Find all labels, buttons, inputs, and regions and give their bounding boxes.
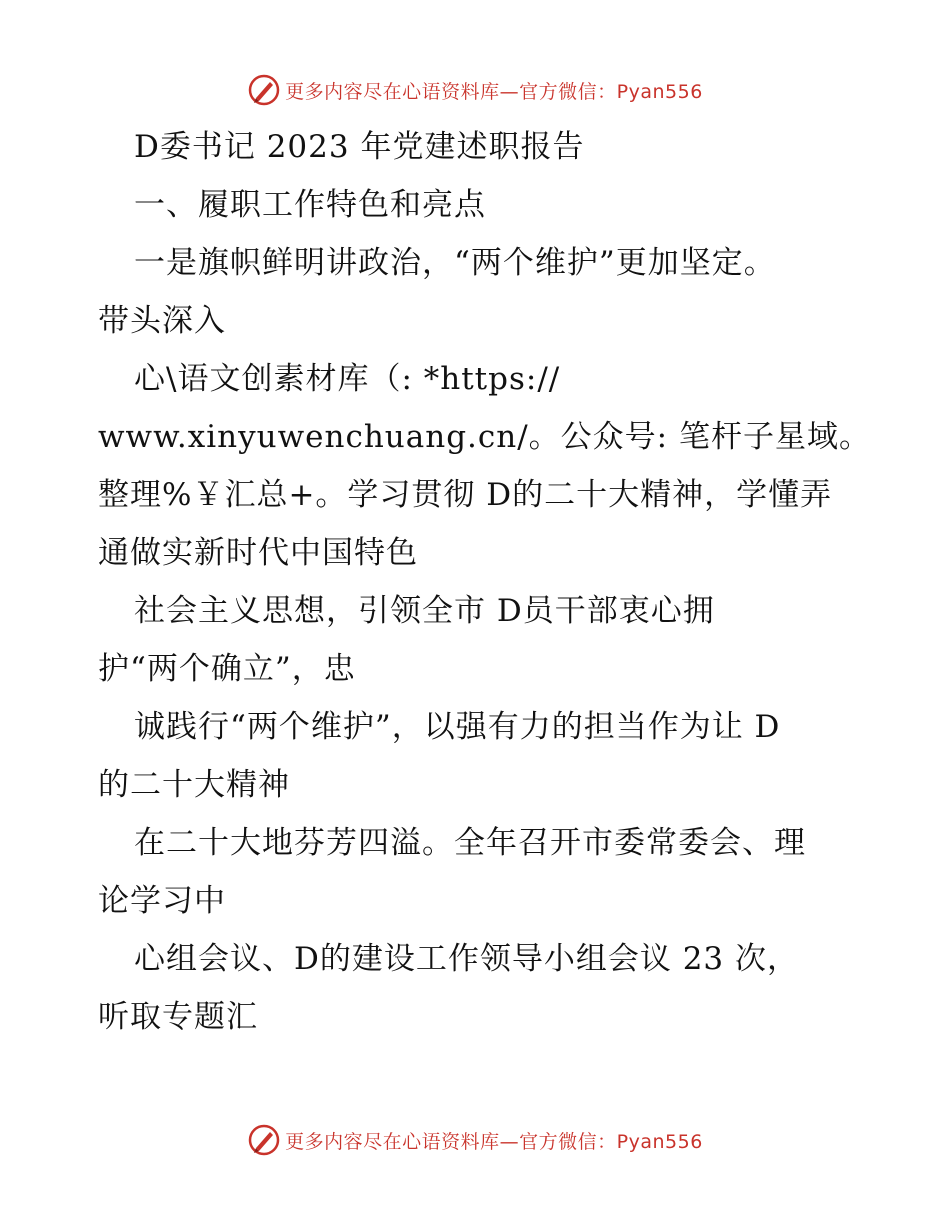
- paragraph-line: 社会主义思想，引领全市 D员干部衷心拥: [134, 593, 715, 629]
- paragraph-line: 听取专题汇: [98, 999, 258, 1035]
- banner-slogan: 更多内容尽在心语资料库—官方微信：: [285, 1130, 617, 1153]
- banner-contact: Pyan556: [616, 80, 703, 103]
- pen-logo-icon: [247, 73, 281, 107]
- banner-text: [285, 77, 703, 104]
- document-title: D委书记 2023 年党建述职报告: [134, 129, 585, 165]
- paragraph-line: 心组会议、D的建设工作领导小组会议 23 次，: [134, 941, 800, 977]
- document-body: [98, 118, 871, 1046]
- paragraph-line: 诚践行“两个维护”，以强有力的担当作为让 D: [134, 709, 781, 745]
- paragraph-line: 带头深入: [98, 303, 226, 339]
- paragraph-line: 论学习中: [98, 883, 226, 919]
- banner-slogan: 更多内容尽在心语资料库—官方微信：: [285, 80, 617, 103]
- paragraph-line: 心\语文创素材库（: *https://: [134, 361, 561, 397]
- header-banner: [0, 70, 950, 110]
- banner-text: [285, 1127, 703, 1154]
- paragraph-line: 整理%￥汇总+。学习贯彻 D的二十大精神，学懂弄: [98, 477, 833, 513]
- paragraph-line: 护“两个确立”，忠: [98, 651, 356, 687]
- paragraph-line: www.xinyuwenchuang.cn/。公众号: 笔杆子星域。: [98, 419, 871, 455]
- paragraph-line: 在二十大地芬芳四溢。全年召开市委常委会、理: [134, 825, 806, 861]
- pen-logo-icon: [247, 1123, 281, 1157]
- paragraph-line: 一是旗帜鲜明讲政治，“两个维护”更加坚定。: [134, 245, 776, 281]
- paragraph-line: 的二十大精神: [98, 767, 290, 803]
- section-heading: 一、履职工作特色和亮点: [134, 187, 486, 223]
- paragraph-line: 通做实新时代中国特色: [98, 535, 418, 571]
- banner-contact: Pyan556: [616, 1130, 703, 1153]
- footer-banner: [0, 1120, 950, 1160]
